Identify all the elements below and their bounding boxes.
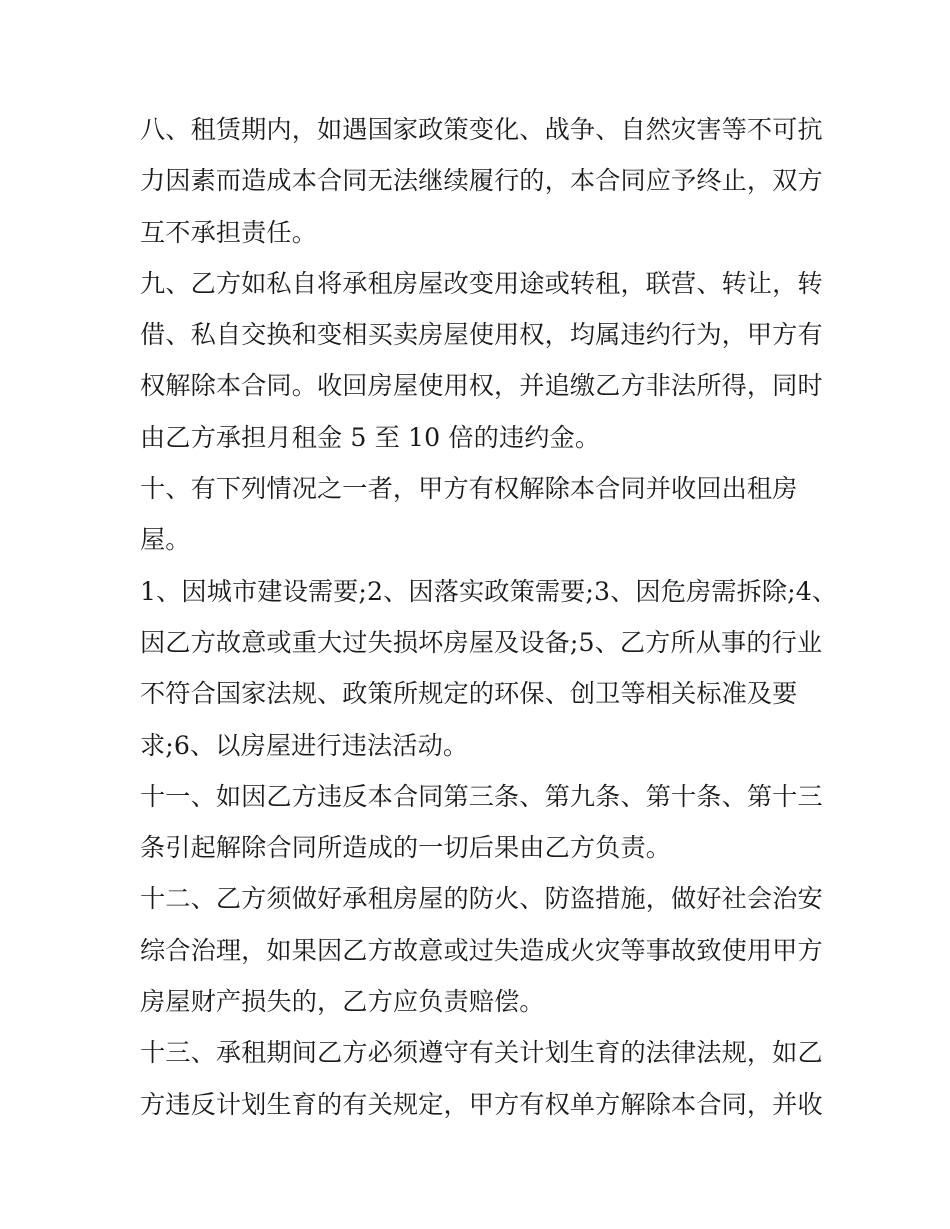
- text-line: 房屋财产损失的，乙方应负责赔偿。: [140, 987, 545, 1017]
- text-line: 不符合国家法规、政策所规定的环保、创卫等相关标准及要: [140, 679, 798, 709]
- text-line: 1、因城市建设需要;2、因落实政策需要;3、因危房需拆除;4、: [140, 576, 838, 606]
- clause-10: [140, 463, 820, 566]
- text-line: 借、私自交换和变相买卖房屋使用权，均属违约行为，甲方有: [140, 320, 823, 350]
- text-line: 十二、乙方须做好承租房屋的防火、防盗措施，做好社会治安: [140, 884, 823, 914]
- text-line: 由乙方承担月租金 5 至 10 倍的违约金。: [140, 422, 601, 452]
- text-line: 十一、如因乙方违反本合同第三条、第九条、第十条、第十三: [140, 781, 823, 811]
- text-line: 十三、承租期间乙方必须遵守有关计划生育的法律法规，如乙: [140, 1038, 823, 1068]
- clause-12: [140, 873, 823, 1027]
- text-line: 方违反计划生育的有关规定，甲方有权单方解除本合同，并收: [140, 1089, 823, 1119]
- clause-9: [140, 258, 823, 463]
- clause-10-items: [140, 566, 838, 771]
- document-page: [140, 104, 838, 1130]
- text-line: 十、有下列情况之一者，甲方有权解除本合同并收回出租房: [140, 474, 798, 504]
- clause-8: [140, 104, 823, 258]
- text-line: 条引起解除合同所造成的一切后果由乙方负责。: [140, 833, 672, 863]
- text-line: 互不承担责任。: [140, 217, 318, 247]
- text-line: 八、租赁期内，如遇国家政策变化、战争、自然灾害等不可抗: [140, 115, 823, 144]
- text-line: 力因素而造成本合同无法继续履行的，本合同应予终止，双方: [140, 166, 823, 196]
- text-line: 因乙方故意或重大过失损坏房屋及设备;5、乙方所从事的行业: [140, 627, 823, 657]
- clause-13: [140, 1027, 823, 1130]
- text-line: 屋。: [140, 525, 191, 555]
- text-line: 综合治理，如果因乙方故意或过失造成火灾等事故致使用甲方: [140, 935, 823, 965]
- text-line: 权解除本合同。收回房屋使用权，并追缴乙方非法所得，同时: [140, 371, 823, 401]
- clause-11: [140, 771, 823, 874]
- text-line: 九、乙方如私自将承租房屋改变用途或转租，联营、转让，转: [140, 268, 823, 298]
- text-line: 求;6、以房屋进行违法活动。: [140, 730, 469, 760]
